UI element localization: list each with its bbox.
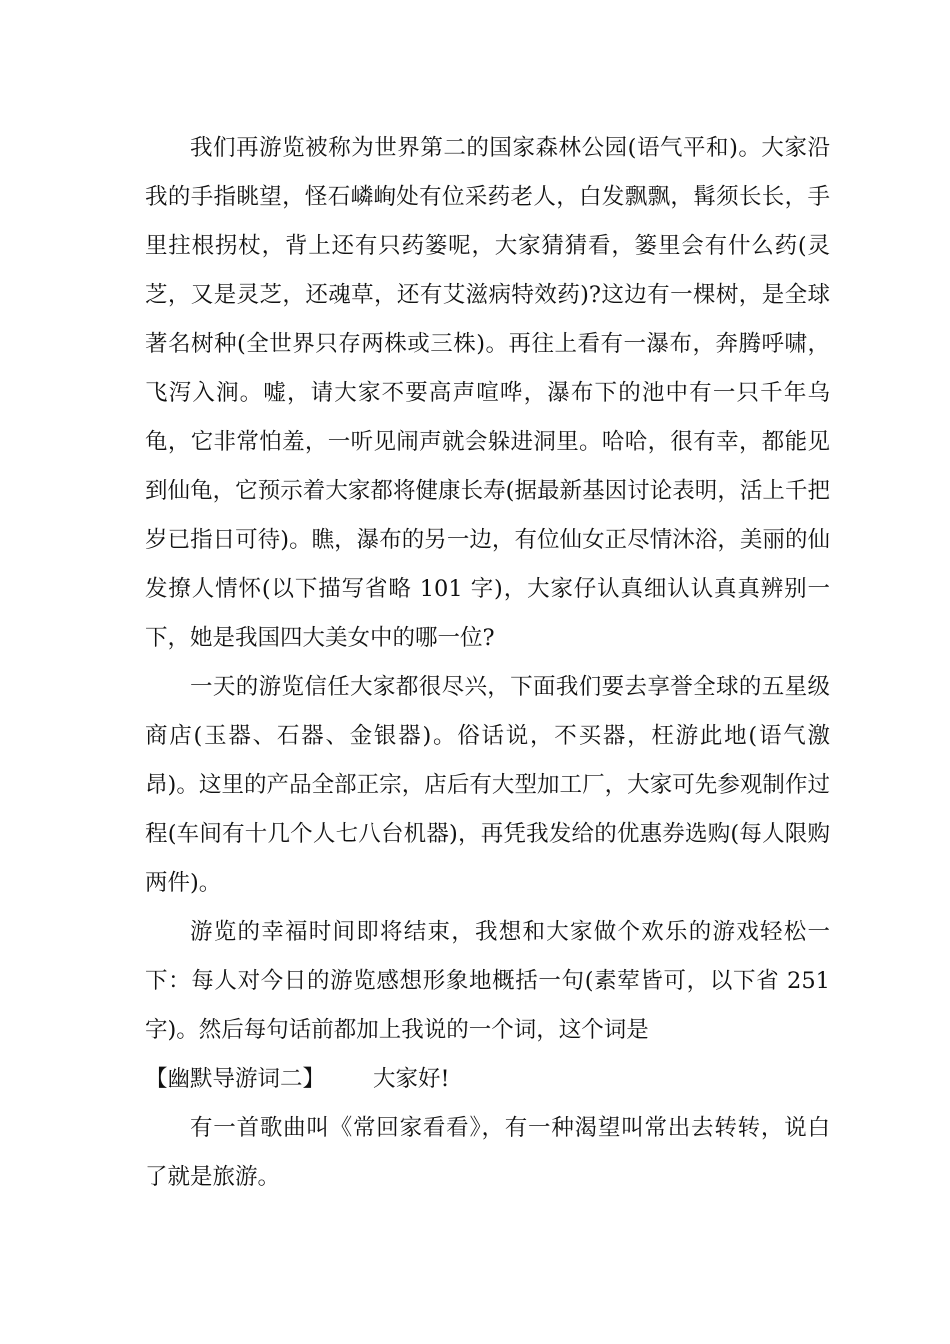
paragraph-shop: 一天的游览信任大家都很尽兴，下面我们要去享誉全球的五星级商店(玉器、石器、金银器)。俗话说，不买器，枉游此地(语气激昂)。这里的产品全部正宗，店后有大型加工厂，大家可先参观制作过程(车间有十几个人七八台机器)，再凭我发给的优惠券选购(每人限购两件)。 [145, 674, 830, 896]
paragraph-game: 游览的幸福时间即将结束，我想和大家做个欢乐的游戏轻松一下：每人对今日的游览感想形象地概括一句(素荤皆可，以下省 251 字)。然后每句话前都加上我说的一个词，这个词是 [145, 919, 830, 1043]
document-body [145, 124, 830, 1202]
paragraph-forest-park: 我们再游览被称为世界第二的国家森林公园(语气平和)。大家沿我的手指眺望，怪石嶙峋处有位采药老人，白发飘飘，髯须长长，手里拄根拐杖，背上还有只药篓呢，大家猜猜看，篓里会有什么药(灵芝，又是灵芝，还魂草，还有艾滋病特效药)?这边有一棵树，是全球著名树种(全世界只存两株或三株)。再往上看有一瀑布，奔腾呼啸，飞泻入涧。嘘，请大家不要高声喧哗，瀑布下的池中有一只千年乌龟，它非常怕羞，一听见闹声就会躲进洞里。哈哈，很有幸，都能见到仙龟，它预示着大家都将健康长寿(据最新基因讨论表明，活上千把岁已指日可待)。瞧，瀑布的另一边，有位仙女正尽情沐浴，美丽的仙发撩人情怀(以下描写省略 101 字)，大家仔认真细认认真真辨别一下，她是我国四大美女中的哪一位? [145, 135, 830, 651]
section-title: 【幽默导游词二】 [145, 1066, 326, 1092]
section-heading-line [145, 1055, 830, 1104]
paragraph-song: 有一首歌曲叫《常回家看看》，有一种渴望叫常出去转转，说白了就是旅游。 [145, 1115, 830, 1190]
greeting-text: 大家好! [373, 1066, 450, 1092]
